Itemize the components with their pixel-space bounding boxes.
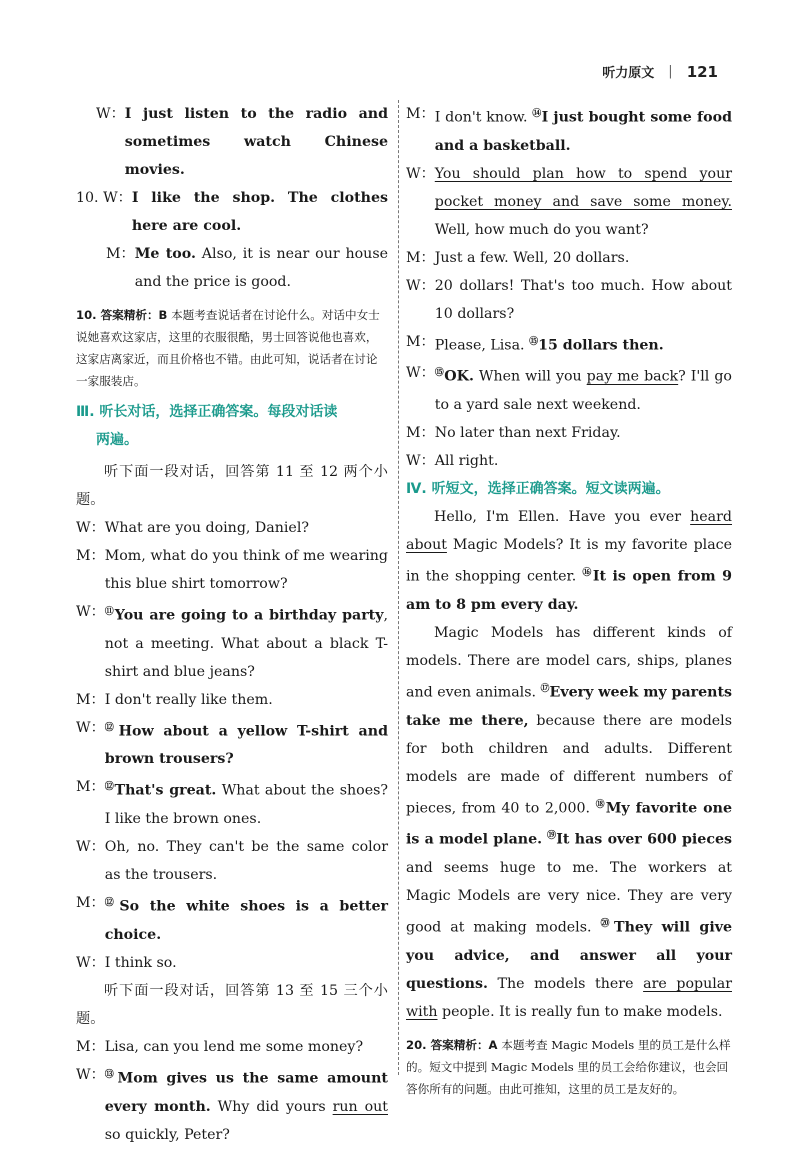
clue-marker: ⑫ xyxy=(104,722,119,733)
clue-marker: ⑯ xyxy=(582,568,593,579)
key-sentence: It has over 600 pieces xyxy=(556,832,732,849)
clue-marker: ⑬ xyxy=(104,1069,118,1080)
dialogue-text: I don't know. xyxy=(434,109,533,126)
heading-line: Ⅲ. 听长对话，选择正确答案。每段对话读 xyxy=(76,404,338,420)
dialogue-text: Lisa, can you lend me some money? xyxy=(104,1038,364,1055)
dialogue-text: I think so. xyxy=(104,954,177,971)
answer-analysis-10 xyxy=(76,304,388,392)
speaker-label: M： xyxy=(76,895,105,912)
dialogue-line xyxy=(406,160,732,244)
dialogue-line xyxy=(76,184,388,240)
speaker-label: W： xyxy=(406,453,435,470)
dialogue-line xyxy=(76,833,388,889)
key-sentence: They will give you advice, and answer all your questions. xyxy=(406,919,732,992)
dialogue-line xyxy=(76,773,388,833)
passage-paragraph xyxy=(406,619,732,1026)
passage-text: Hello, I'm Ellen. Have you ever xyxy=(434,509,691,526)
clue-marker: ⑫ xyxy=(104,782,115,793)
dialogue-text: What are you doing, Daniel? xyxy=(104,520,309,536)
dialogue-line xyxy=(76,542,388,598)
dialogue-text: When will you xyxy=(473,369,587,386)
underlined-phrase: heard about xyxy=(406,509,732,554)
clue-marker: ⑱ xyxy=(595,799,606,810)
dialogue-line xyxy=(406,100,732,160)
speaker-label: M： xyxy=(76,1038,105,1055)
key-sentence: That's great. xyxy=(114,783,217,800)
dialogue-line xyxy=(76,514,388,542)
speaker-label: W： xyxy=(96,106,125,122)
speaker-label: W： xyxy=(76,1066,105,1083)
dialogue-text: Please, Lisa. xyxy=(434,337,530,354)
key-sentence: It is open from 9 am to 8 pm every day. xyxy=(406,568,732,613)
speaker-label: W： xyxy=(406,165,435,182)
dialogue-line xyxy=(76,949,388,977)
speaker-label: W： xyxy=(406,277,435,294)
instruction-text: 听下面一段对话，回答第 13 至 15 三个小题。 xyxy=(76,982,388,1027)
dialogue-line xyxy=(76,714,388,774)
dialogue-line xyxy=(406,328,732,360)
dialogue-line xyxy=(76,1033,388,1061)
answer-label: 10. 答案精析：B xyxy=(76,308,168,322)
clue-marker: ⑪ xyxy=(104,607,115,617)
dialogue-text: Why did yours xyxy=(210,1098,333,1115)
section-title: 听力原文 xyxy=(602,66,655,81)
dialogue-line xyxy=(406,244,732,272)
key-sentence: 15 dollars then. xyxy=(538,337,664,354)
dialogue-text: so quickly, Peter? xyxy=(104,1126,230,1143)
clue-marker: ⑳ xyxy=(600,919,615,930)
dialogue-text: 20 dollars! That's too much. How about 10 dollars? xyxy=(434,277,732,322)
speaker-label: M： xyxy=(406,106,435,122)
left-column xyxy=(76,100,388,1149)
clue-marker: ⑲ xyxy=(546,831,557,842)
speaker-label: M： xyxy=(406,425,435,442)
dialogue-line xyxy=(76,889,388,949)
dialogue-line xyxy=(76,100,388,184)
instruction-text: 听下面一段对话，回答第 11 至 12 两个小题。 xyxy=(76,464,388,508)
key-sentence: You are going to a birthday party xyxy=(114,607,384,624)
heading-line: 两遍。 xyxy=(96,432,138,448)
clue-marker: ⑮ xyxy=(434,368,445,379)
dialogue-text: ? I'll go to a yard sale next weekend. xyxy=(434,369,732,414)
clue-marker: ⑫ xyxy=(104,898,120,909)
page-header xyxy=(602,62,718,81)
passage-text: because there are models for both children and adults. Different models are made of different numbers of pieces, from 40 to 2,000. xyxy=(406,712,732,817)
speaker-label: W： xyxy=(406,365,435,382)
dialogue-text: , not a meeting. What about a black T-shirt and blue jeans? xyxy=(104,607,388,680)
dialogue-text: No later than next Friday. xyxy=(434,425,621,442)
answer-analysis-20 xyxy=(406,1034,732,1100)
passage-text: people. It is really fun to make models. xyxy=(437,1003,723,1020)
dialogue-text: Also, it is near our house and the price is good. xyxy=(134,246,388,290)
page-number: 121 xyxy=(686,62,718,81)
speaker-label: W： xyxy=(76,954,105,971)
speaker-label: M： xyxy=(406,249,435,266)
key-sentence: So the white shoes is a better choice. xyxy=(104,898,388,943)
section-heading-4: Ⅳ. 听短文，选择正确答案。短文读两遍。 xyxy=(406,481,670,498)
key-sentence: I like the shop. The clothes here are cool. xyxy=(131,190,388,234)
dialogue-line xyxy=(76,686,388,714)
key-sentence: Mom gives us the same amount every month. xyxy=(104,1070,388,1115)
speaker-label: M： xyxy=(76,548,105,564)
key-sentence: Me too. xyxy=(134,246,196,262)
section-heading-3 xyxy=(76,398,388,454)
header-separator: | xyxy=(668,64,673,79)
dialogue-text: Well, how much do you want? xyxy=(434,221,649,238)
key-sentence: Every week my parents take me there, xyxy=(406,684,732,729)
dialogue-line xyxy=(406,419,732,447)
key-sentence: OK. xyxy=(444,369,474,386)
question-number-speaker: 10. W： xyxy=(76,190,132,206)
right-column xyxy=(406,100,732,1106)
key-sentence: I just listen to the radio and sometimes watch Chinese movies. xyxy=(124,106,388,178)
column-divider xyxy=(398,100,399,1075)
passage-text: Magic Models? It is my favorite place in the shopping center. xyxy=(406,537,732,585)
clue-marker: ⑮ xyxy=(529,336,539,347)
dialogue-text: All right. xyxy=(434,453,499,470)
dialogue-line xyxy=(406,272,732,328)
speaker-label: W： xyxy=(76,604,105,620)
underlined-phrase: pay me back xyxy=(586,369,679,386)
passage-paragraph xyxy=(406,503,732,619)
speaker-label: W： xyxy=(76,520,105,536)
dialogue-text: I don't really like them. xyxy=(104,691,273,708)
underlined-phrase: run out xyxy=(332,1098,388,1115)
passage-text: The models there xyxy=(487,975,644,992)
dialogue-line xyxy=(76,240,388,296)
passage-text: and seems huge to me. The workers at Magic Models are very nice. They are very good at making models. xyxy=(406,860,732,936)
underlined-phrase: are popular with xyxy=(406,975,732,1020)
dialogue-line xyxy=(406,359,732,419)
clue-marker: ⑭ xyxy=(532,109,542,119)
dialogue-line xyxy=(76,598,388,686)
speaker-label: M： xyxy=(106,246,135,262)
key-sentence: I just bought some food and a basketball. xyxy=(434,109,732,154)
answer-label: 20. 答案精析：A xyxy=(406,1037,498,1052)
speaker-label: M： xyxy=(406,333,435,350)
key-sentence: My favorite one is a model plane. xyxy=(406,800,732,849)
speaker-label: W： xyxy=(76,719,105,736)
underlined-phrase: You should plan how to spend your pocket money and save some money. xyxy=(434,165,732,210)
dialogue-line xyxy=(76,1061,388,1149)
key-sentence: How about a yellow T-shirt and brown trousers? xyxy=(104,723,388,768)
dialogue-line xyxy=(406,447,732,475)
dialogue-text: Oh, no. They can't be the same color as the trousers. xyxy=(104,839,388,884)
clue-marker: ⑰ xyxy=(540,683,550,694)
dialogue-text: Mom, what do you think of me wearing this blue shirt tomorrow? xyxy=(104,548,388,592)
dialogue-text: What about the shoes? I like the brown ones. xyxy=(104,783,388,828)
answer-text: 本题考查 Magic Models 里的员工是什么样的。短文中提到 Magic Models 里的员工会给你建议，也会回答你所有的问题。由此可推知，这里的员工是友好的。 xyxy=(406,1037,731,1096)
answer-text: 本题考查说话者在讨论什么。对话中女士说她喜欢这家店，这里的衣服很酷，男士回答说他也喜欢，这家店离家近，而且价格也不错。由此可知，说话者在讨论一家服装店。 xyxy=(76,308,380,388)
speaker-label: M： xyxy=(76,779,105,796)
speaker-label: M： xyxy=(76,691,105,708)
passage-text: Magic Models has different kinds of models. There are model cars, ships, planes and even animals. xyxy=(406,624,732,701)
dialogue-text: Just a few. Well, 20 dollars. xyxy=(434,249,630,266)
speaker-label: W： xyxy=(76,839,105,856)
